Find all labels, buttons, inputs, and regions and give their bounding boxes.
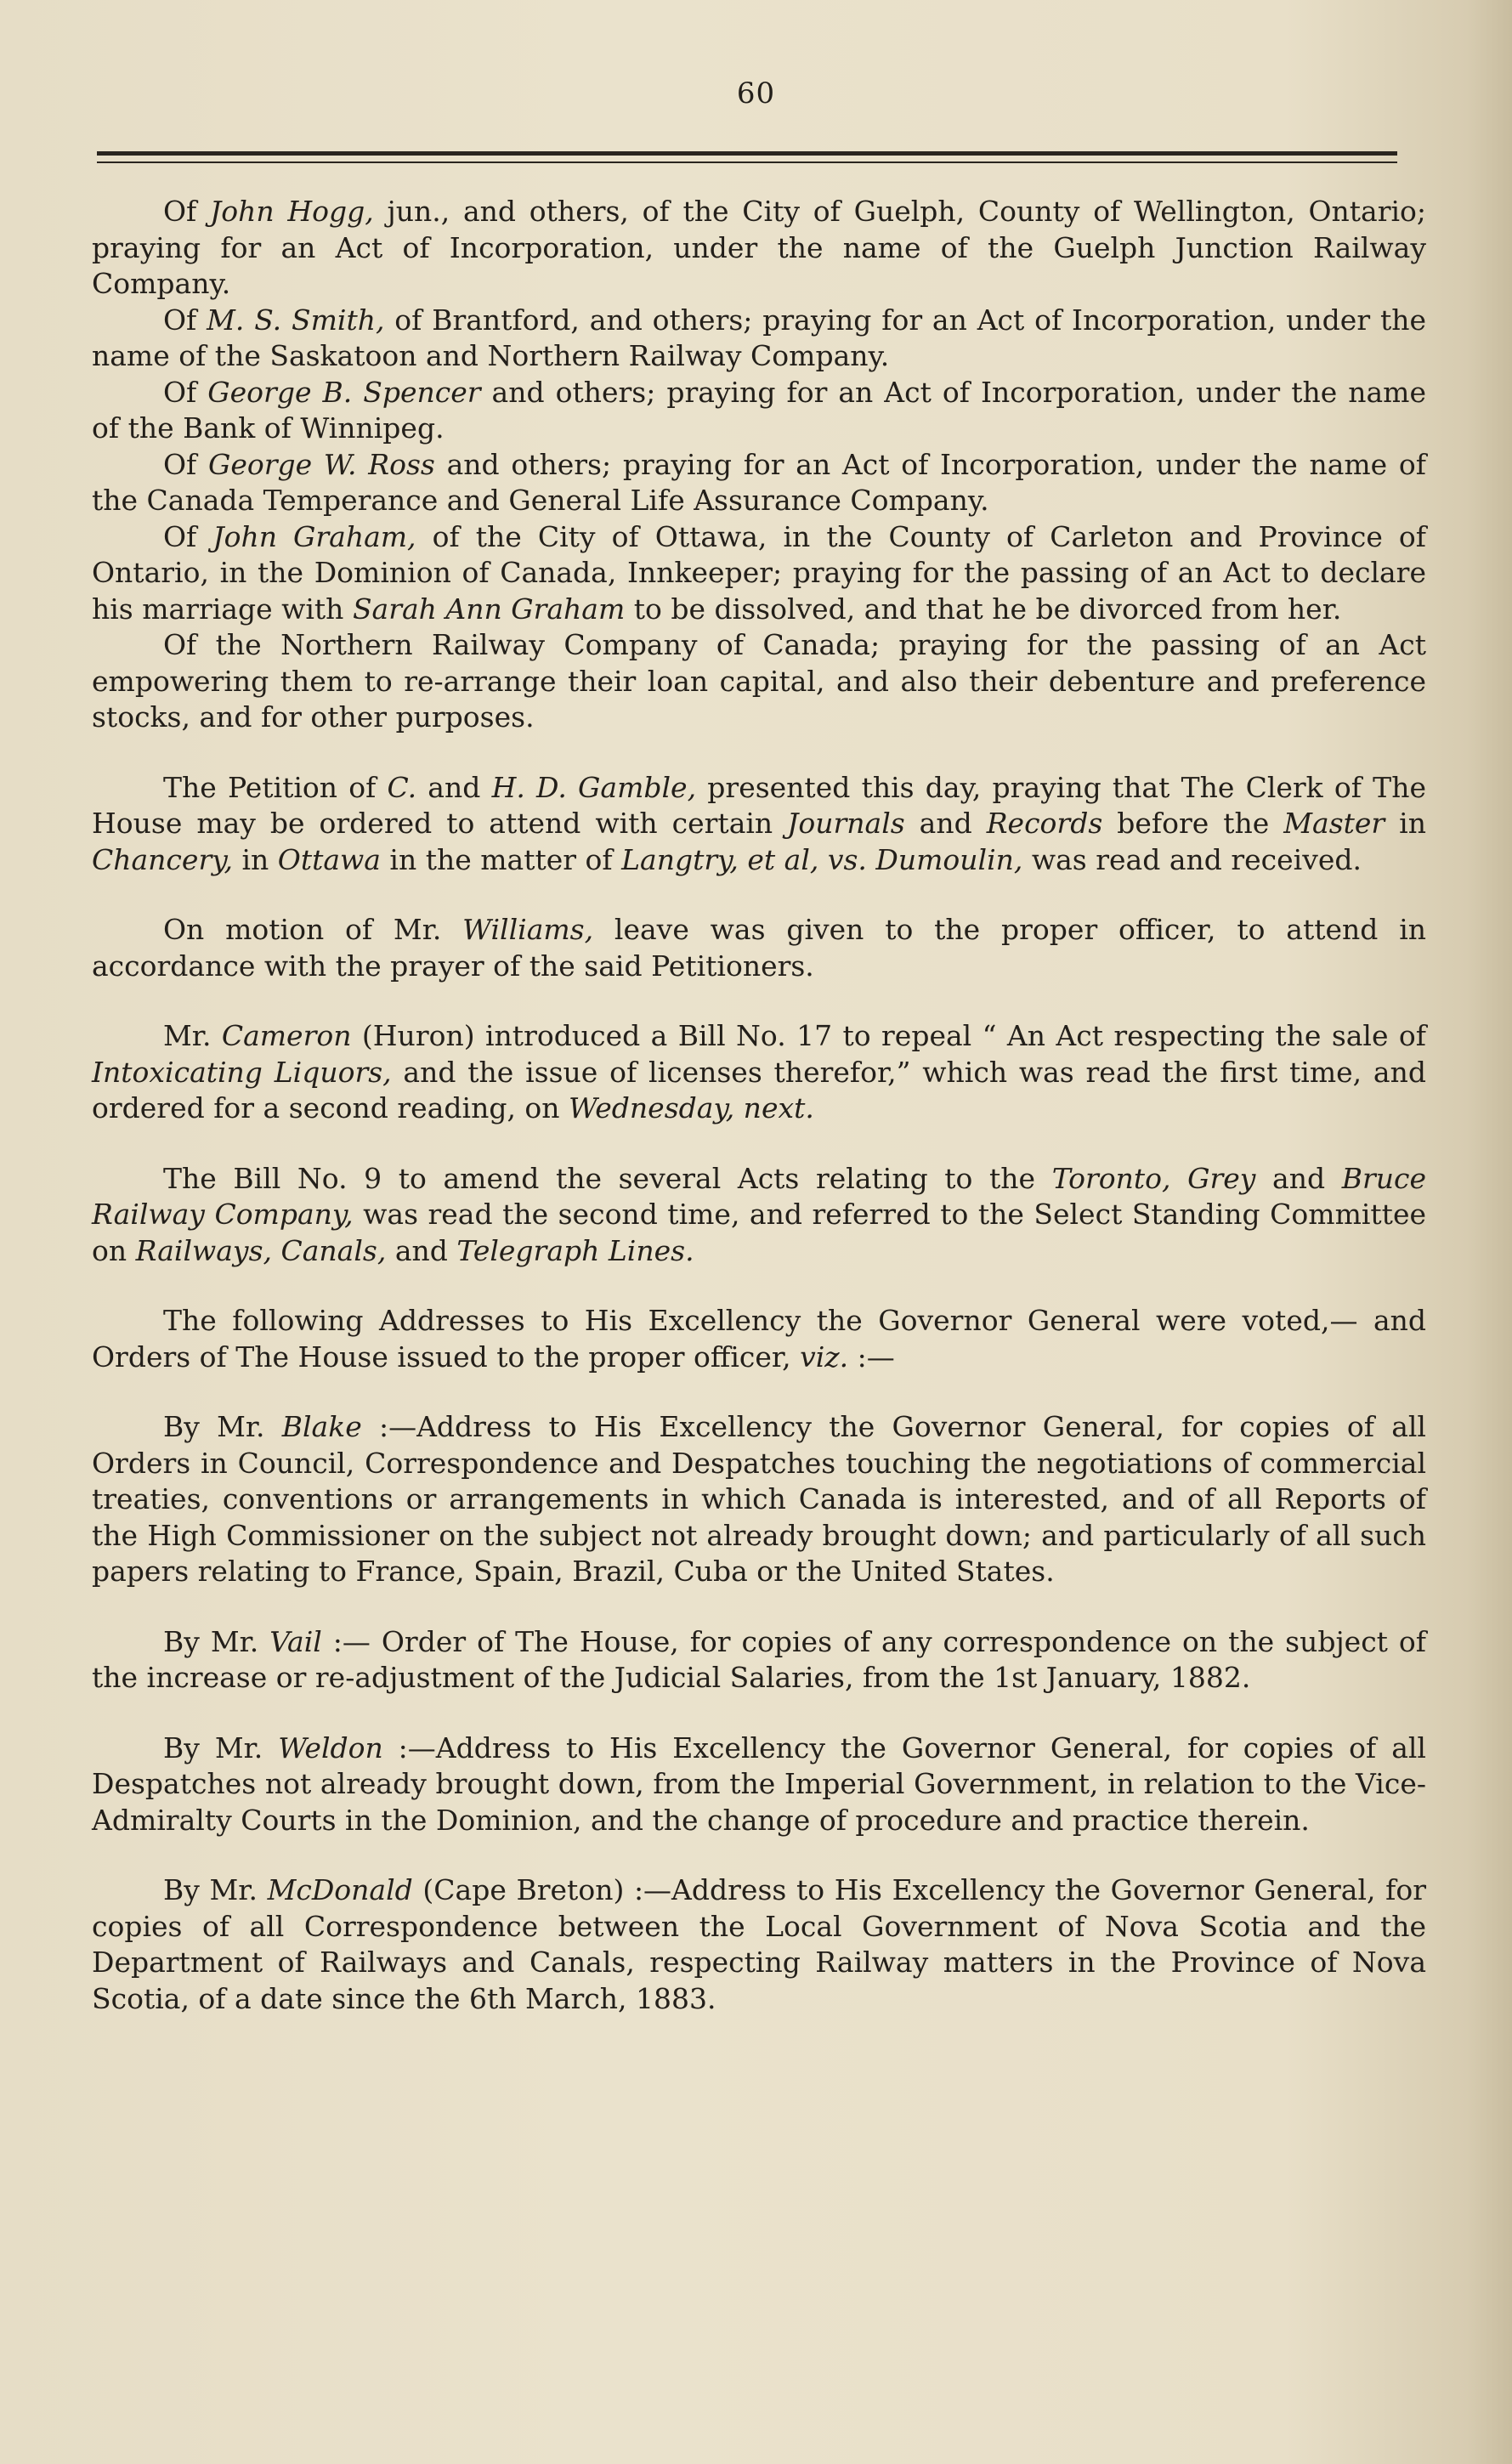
page-body — [92, 194, 1426, 2017]
italic-text: Records — [986, 807, 1103, 840]
italic-text: Master — [1283, 807, 1385, 840]
text-run: of the City of Ottawa, in the County of Carleton and Province of Ontario, in the Dominion of Canada, Innkeeper; praying for the passing of an Act to declare his marriage with — [92, 519, 1426, 626]
italic-text: H. D. Gamble, — [491, 770, 697, 804]
italic-text: Ottawa — [277, 842, 381, 876]
text-run: (Huron) introduced a Bill No. 17 to repeal “ An Act respecting the sale of — [351, 1019, 1426, 1052]
italic-text: Langtry, et al, vs. Dumoulin, — [621, 842, 1023, 876]
italic-text: Chancery, — [92, 842, 233, 876]
italic-text: Toronto, Grey — [1051, 1161, 1256, 1195]
text-run: :—Address to His Excellency the Governor General, for copies of all Orders in Council, Correspondence and Despatches touching the negotiations of commercial treaties, conventions or arrangements in which Canada is interested, and of all Reports of the High Commissioner on the subject not already brought down; and particularly of all such papers relating to France, Spain, Brazil, Cuba or the United States. — [92, 1410, 1426, 1588]
text-run: presented this day, praying that The Clerk of The House may be ordered to attend with certain — [92, 770, 1426, 840]
section-7 — [92, 1409, 1426, 1590]
paragraph-gamble — [92, 770, 1426, 879]
text-run: :— Order of The House, for copies of any correspondence on the subject of the increase or re-adjustment of the Judicial Salaries, from the 1st January, 1882. — [92, 1624, 1426, 1694]
paragraph-smith — [92, 303, 1426, 375]
paragraph-northern — [92, 627, 1426, 736]
paragraph-mcdonald — [92, 1872, 1426, 2017]
header-rule-thick — [97, 151, 1397, 156]
text-run: Of — [163, 375, 208, 409]
text-run: On motion of Mr. — [163, 913, 463, 946]
paragraph-bill9 — [92, 1161, 1426, 1270]
text-run: By Mr. — [163, 1410, 282, 1443]
text-run: :— — [848, 1340, 895, 1374]
paragraph-hogg — [92, 194, 1426, 303]
text-run: Of — [163, 519, 213, 553]
paragraph-vail — [92, 1624, 1426, 1696]
italic-text: Telegraph Lines. — [456, 1233, 694, 1267]
section-8 — [92, 1624, 1426, 1696]
text-run: and the issue of licenses therefor,” which was read the first time, and ordered for a second reading, on — [92, 1055, 1426, 1124]
italic-text: Cameron — [221, 1019, 352, 1052]
text-run: (Cape Breton) :—Address to His Excellency the Governor General, for copies of all Correspondence between the Local Government of Nova Scotia and the Department of Railways and Canals, respecting Railway matters in the Province of Nova Scotia, of a date since the 6th March, 1883. — [92, 1873, 1426, 2015]
text-run: jun., and others, of the City of Guelph, County of Wellington, Ontario; praying for an Act of Incorporation, under the name of the Guelph Junction Railway Company. — [92, 195, 1427, 300]
italic-text: Sarah Ann Graham — [352, 592, 626, 626]
text-run: Of — [163, 447, 208, 481]
italic-text: McDonald — [267, 1873, 413, 1906]
text-run: to be dissolved, and that he be divorced from her. — [625, 592, 1342, 626]
text-run: in the matter of — [380, 842, 622, 876]
paragraph-graham — [92, 519, 1426, 628]
text-run: By Mr. — [163, 1624, 270, 1658]
text-run: was read the second time, and referred to the Select Standing Committee on — [92, 1198, 1426, 1267]
text-run: Of — [163, 195, 211, 228]
text-run: Of — [163, 303, 207, 337]
italic-text: George W. Ross — [208, 447, 435, 481]
italic-text: Williams, — [462, 913, 594, 946]
section-2 — [92, 770, 1426, 879]
text-run: By Mr. — [163, 1730, 279, 1764]
section-10 — [92, 1872, 1426, 2017]
text-run: By Mr. — [163, 1873, 268, 1906]
section-1 — [92, 194, 1426, 736]
paragraph-cameron — [92, 1018, 1426, 1127]
text-run: and — [1255, 1161, 1342, 1195]
italic-text: Wednesday, next. — [569, 1091, 814, 1124]
text-run: The Bill No. 9 to amend the several Acts relating to the — [163, 1161, 1052, 1195]
section-3 — [92, 912, 1426, 984]
text-run: and — [416, 770, 492, 804]
text-run: and others; praying for an Act of Incorporation, under the name of the Canada Temperance and General Life Assurance Company. — [92, 447, 1426, 517]
italic-text: Journals — [787, 807, 905, 840]
text-run: of Brantford, and others; praying for an Act of Incorporation, under the name of the Saskatoon and Northern Railway Company. — [92, 303, 1426, 372]
text-run: in — [1385, 807, 1426, 840]
section-5 — [92, 1161, 1426, 1270]
page-number: 60 — [736, 76, 776, 110]
paragraph-weldon — [92, 1730, 1426, 1839]
text-run: and — [386, 1233, 457, 1267]
paragraph-ross — [92, 447, 1426, 519]
italic-text: Weldon — [278, 1730, 383, 1764]
italic-text: Intoxicating Liquors, — [92, 1055, 392, 1089]
header-rule-thin — [97, 161, 1397, 163]
paragraph-blake — [92, 1409, 1426, 1590]
italic-text: Bruce Railway Company, — [92, 1161, 1426, 1231]
paragraph-addresses — [92, 1303, 1426, 1375]
text-run: and — [904, 807, 987, 840]
italic-text: John Hogg, — [210, 195, 374, 228]
italic-text: viz. — [800, 1340, 849, 1374]
section-4 — [92, 1018, 1426, 1127]
text-run: leave was given to the proper officer, to attend in accordance with the prayer of the said Petitioners. — [92, 913, 1427, 983]
text-run: and others; praying for an Act of Incorporation, under the name of the Bank of Winnipeg. — [92, 375, 1426, 445]
paragraph-spencer — [92, 375, 1426, 447]
italic-text: C. — [387, 770, 417, 804]
italic-text: John Graham, — [212, 519, 416, 553]
text-run: in — [232, 842, 278, 876]
italic-text: Railways, Canals, — [135, 1233, 387, 1267]
text-run: was read and received. — [1022, 842, 1362, 876]
italic-text: Blake — [281, 1410, 362, 1443]
italic-text: George B. Spencer — [207, 375, 481, 409]
text-run: before the — [1102, 807, 1284, 840]
italic-text: M. S. Smith, — [207, 303, 385, 337]
italic-text: Vail — [269, 1624, 322, 1658]
text-run: :—Address to His Excellency the Governor General, for copies of all Despatches not already brought down, from the Imperial Government, in relation to the Vice-Admiralty Courts in the Dominion, and the change of procedure and practice therein. — [92, 1730, 1426, 1837]
text-run: The Petition of — [163, 770, 388, 804]
text-run: The following Addresses to His Excellency the Governor General were voted,— and Orders of The House issued to the proper officer, — [92, 1304, 1426, 1374]
paragraph-williams — [92, 912, 1426, 984]
section-9 — [92, 1730, 1426, 1839]
text-run: Mr. — [163, 1019, 222, 1052]
text-run: Of the Northern Railway Company of Canada; praying for the passing of an Act empowering them to re-arrange their loan capital, and also their debenture and preference stocks, and for other purposes. — [92, 628, 1426, 734]
section-6 — [92, 1303, 1426, 1375]
